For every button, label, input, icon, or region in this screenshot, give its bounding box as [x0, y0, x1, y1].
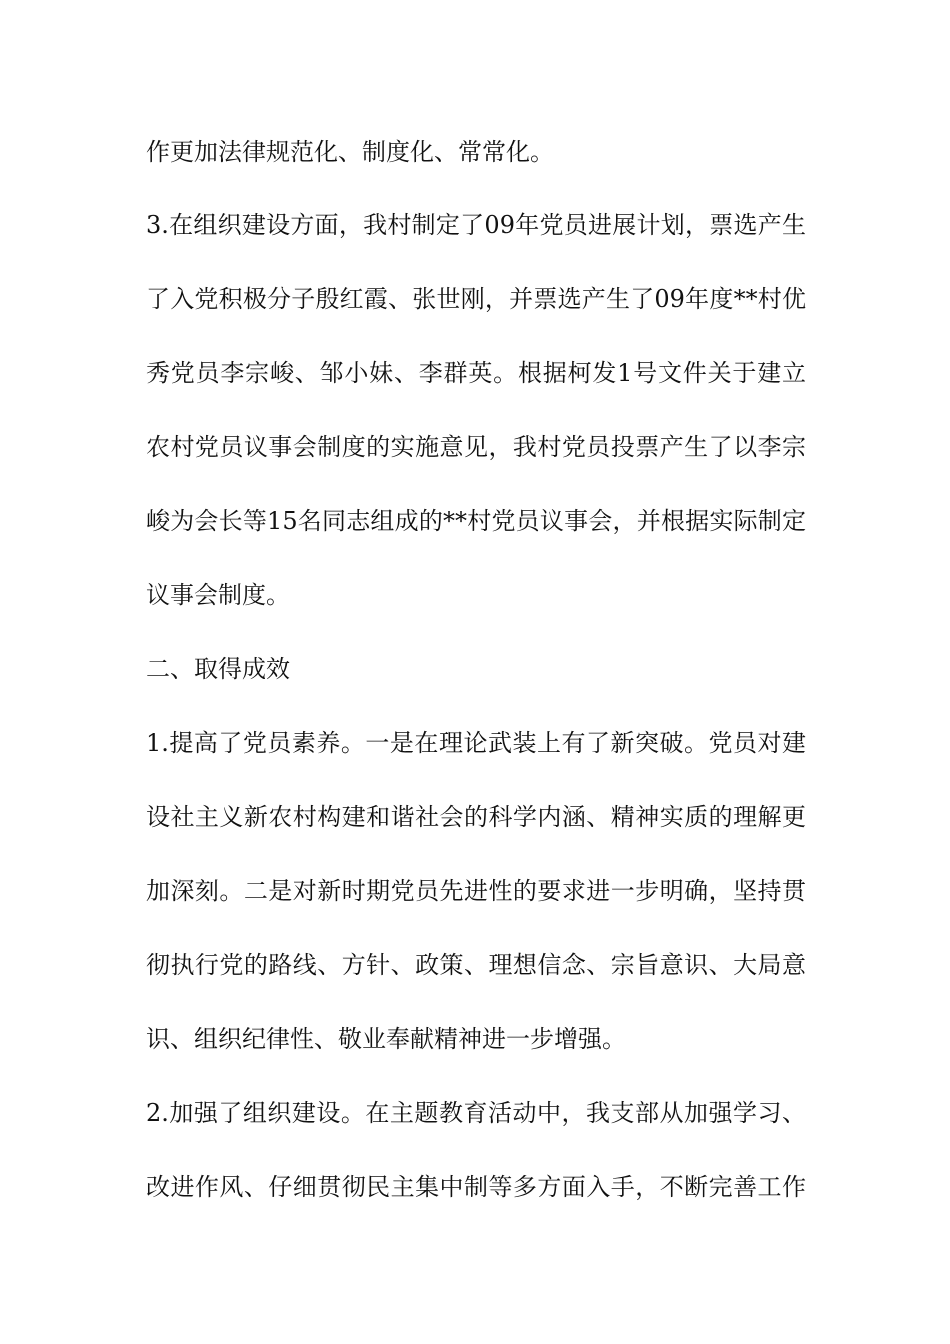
paragraph-line: 秀党员李宗峻、邹小妹、李群英。根据柯发1号文件关于建立	[146, 359, 806, 387]
paragraph-line: 农村党员议事会制度的实施意见，我村党员投票产生了以李宗	[146, 433, 806, 461]
paragraph-line: 议事会制度。	[146, 581, 290, 609]
paragraph-line: 1.提高了党员素养。一是在理论武装上有了新突破。党员对建	[146, 729, 806, 757]
paragraph-line: 2.加强了组织建设。在主题教育活动中，我支部从加强学习、	[146, 1099, 806, 1127]
paragraph-line: 加深刻。二是对新时期党员先进性的要求进一步明确，坚持贯	[146, 877, 806, 905]
paragraph-line: 设社主义新农村构建和谐社会的科学内涵、精神实质的理解更	[146, 803, 806, 831]
section-heading: 二、取得成效	[146, 655, 290, 683]
paragraph-line: 峻为会长等15名同志组成的**村党员议事会，并根据实际制定	[146, 507, 806, 535]
paragraph-line: 改进作风、仔细贯彻民主集中制等多方面入手，不断完善工作	[146, 1173, 806, 1201]
paragraph-line: 作更加法律规范化、制度化、常常化。	[146, 138, 554, 166]
paragraph-line: 彻执行党的路线、方针、政策、理想信念、宗旨意识、大局意	[146, 951, 806, 979]
paragraph-line: 识、组织纪律性、敬业奉献精神进一步增强。	[146, 1025, 626, 1053]
paragraph-line: 了入党积极分子殷红霞、张世刚，并票选产生了09年度**村优	[146, 285, 806, 313]
paragraph-line: 3.在组织建设方面，我村制定了09年党员进展计划，票选产生	[146, 211, 806, 239]
